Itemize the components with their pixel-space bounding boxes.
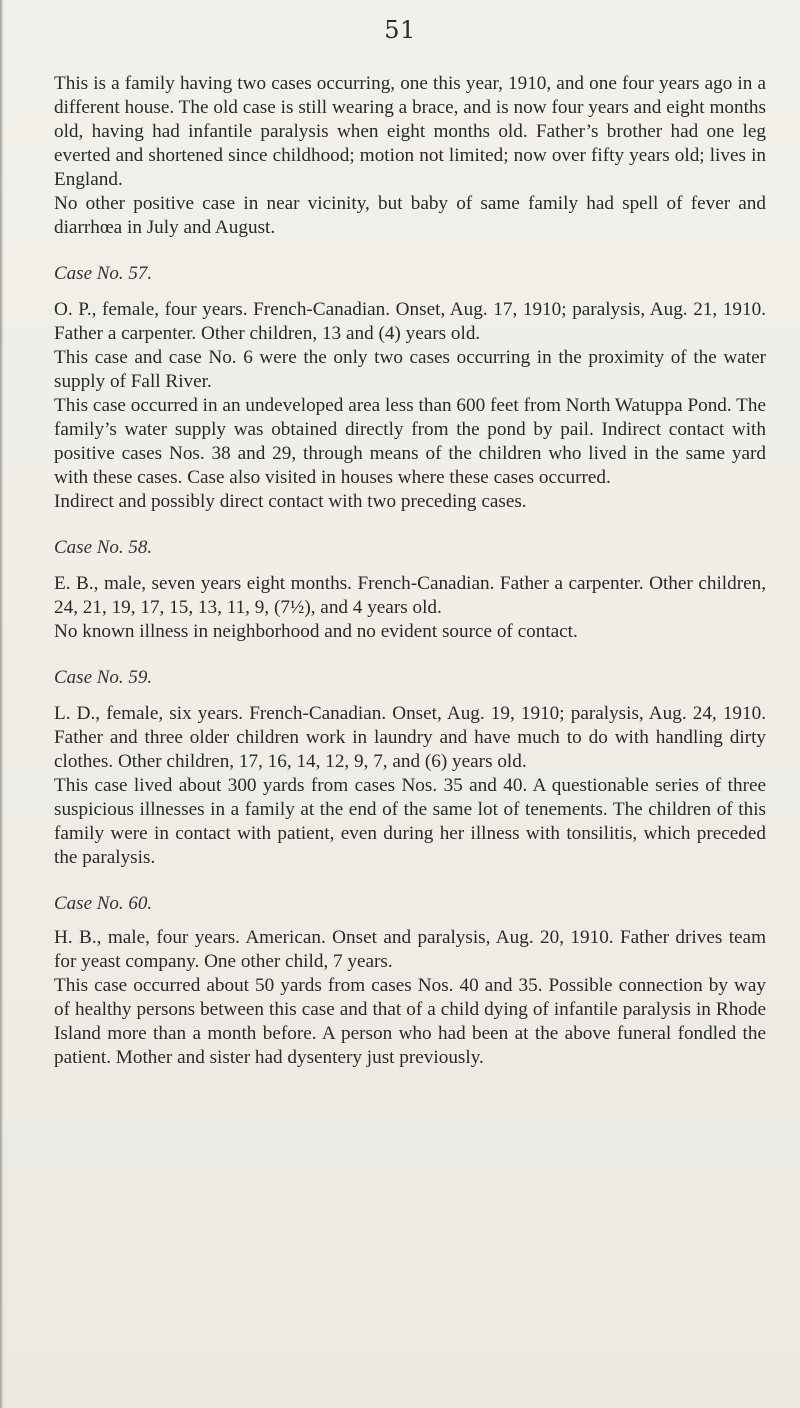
case-59-heading: Case No. 59. [54, 667, 153, 688]
case-58-heading: Case No. 58. [54, 537, 153, 558]
intro-paragraph-2: No other positive case in near vicinity, but baby of same family had spell of fever and diarrhœa in July and August. [54, 193, 766, 238]
case-57-paragraph-2: This case and case No. 6 were the only two cases occurring in the proximity of the water supply of Fall River. [54, 347, 766, 392]
case-59-paragraph-2: This case lived about 300 yards from cases Nos. 35 and 40. A questionable series of three suspicious illnesses in a family at the end of the same lot of tenements. The children of this family were in contact with patient, even during her illness with tonsilitis, which preceded the paralysis. [54, 775, 766, 868]
case-58-paragraph-1: E. B., male, seven years eight months. French-Canadian. Father a carpenter. Other children, 24, 21, 19, 17, 15, 13, 11, 9, (7½), and 4 years old. [54, 573, 766, 618]
case-60-paragraph-1: H. B., male, four years. American. Onset and paralysis, Aug. 20, 1910. Father drives team for yeast company. One other child, 7 years. [54, 927, 766, 972]
case-57-paragraph-1: O. P., female, four years. French-Canadian. Onset, Aug. 17, 1910; paralysis, Aug. 21, 1910. Father a carpenter. Other children, 13 and (4) years old. [54, 299, 766, 344]
case-60-paragraph-2: This case occurred about 50 yards from cases Nos. 40 and 35. Possible connection by way of healthy persons between this case and that of a child dying of infantile paralysis in Rhode Island more than a month before. A person who had been at the above funeral fondled the patient. Mother and sister had dysentery just previously. [54, 975, 766, 1068]
case-57-paragraph-4: Indirect and possibly direct contact with two preceding cases. [54, 491, 527, 512]
page-edge-shadow [0, 0, 4, 1408]
body-text [54, 72, 766, 1070]
case-58-paragraph-2: No known illness in neighborhood and no evident source of contact. [54, 621, 578, 642]
case-57-paragraph-3: This case occurred in an undeveloped area less than 600 feet from North Watuppa Pond. The family’s water supply was obtained directly from the pond by pail. Indirect contact with positive cases Nos. 38 and 29, through means of the children who lived in the same yard with these cases. Case also visited in houses where these cases occurred. [54, 395, 766, 488]
case-57-heading: Case No. 57. [54, 263, 153, 284]
intro-paragraph-1: This is a family having two cases occurring, one this year, 1910, and one four years ago in a different house. The old case is still wearing a brace, and is now four years and eight months old, having had infantile paralysis when eight months old. Father’s brother had one leg everted and shortened since childhood; motion not limited; now over fifty years old; lives in England. [54, 73, 766, 190]
page-number: 51 [384, 16, 416, 44]
case-60-heading: Case No. 60. [54, 893, 153, 914]
case-59-paragraph-1: L. D., female, six years. French-Canadian. Onset, Aug. 19, 1910; paralysis, Aug. 24, 1910. Father and three older children work in laundry and have much to do with handling dirty clothes. Other children, 17, 16, 14, 12, 9, 7, and (6) years old. [54, 703, 766, 772]
